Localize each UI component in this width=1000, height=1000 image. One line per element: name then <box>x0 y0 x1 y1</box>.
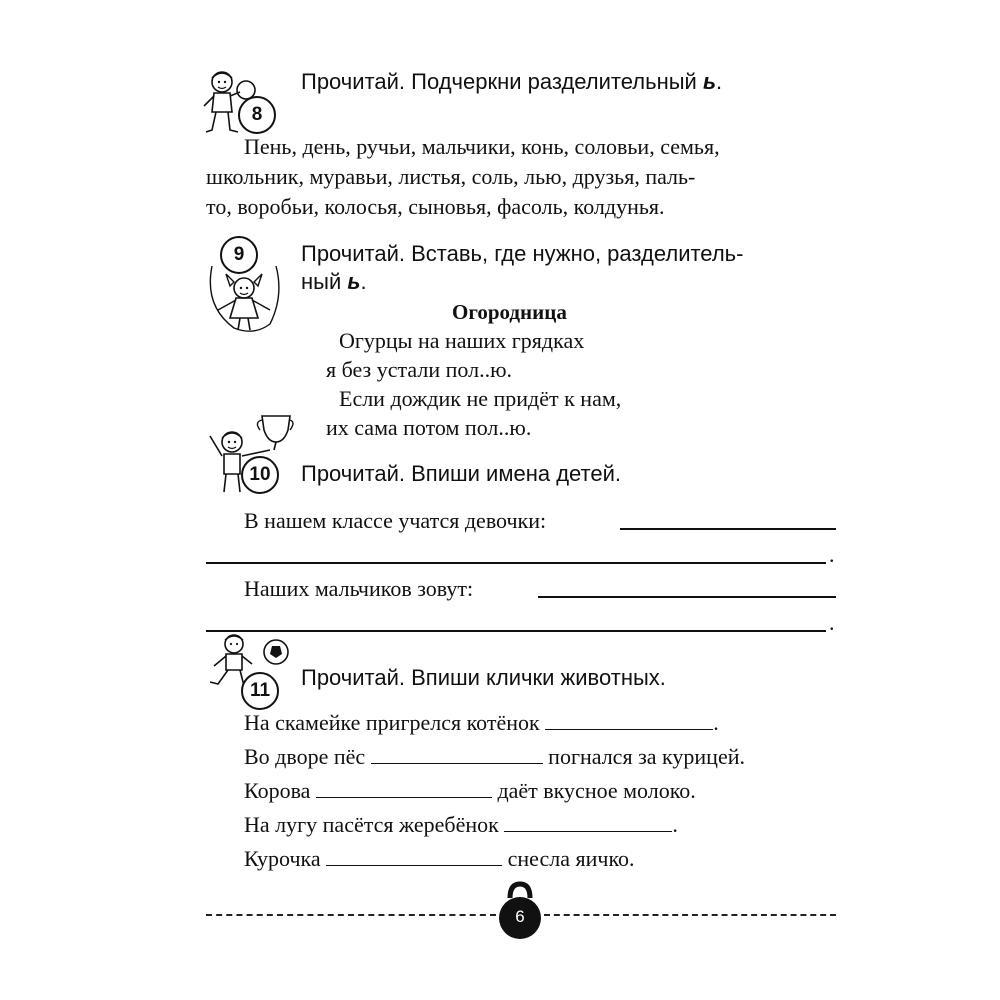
task-8-number: 8 <box>238 96 276 134</box>
boys-answer-line-1[interactable] <box>538 596 836 598</box>
animal-row-4-before: На лугу пасётся жеребёнок <box>244 812 499 837</box>
animal-row-5-after: снесла яичко. <box>507 846 635 871</box>
girls-answer-line-1[interactable] <box>620 528 836 530</box>
animal-row-1 <box>244 708 719 738</box>
animal-row-3-blank[interactable] <box>316 783 492 798</box>
animal-row-5-blank[interactable] <box>326 851 502 866</box>
task-9-instruction-line-2 <box>301 268 367 296</box>
page-number: 6 <box>515 907 525 926</box>
task-11-instruction: Прочитай. Впиши клички животных. <box>301 665 666 690</box>
task-8-instruction <box>301 68 722 96</box>
task-8-period: . <box>716 69 723 94</box>
task-9-number: 9 <box>220 236 258 274</box>
boys-label: Наших мальчиков зовут: <box>244 576 474 601</box>
animal-row-2-before: Во дворе пёс <box>244 744 366 769</box>
task-10-instruction: Прочитай. Впиши имена детей. <box>301 461 622 486</box>
task-8-line-2: школьник, муравьи, листья, соль, лью, друзья, паль- <box>206 164 696 189</box>
task-9-instruction-word: ный <box>301 269 342 294</box>
task-8-line-3: то, воробьи, колосья, сыновья, фасоль, колдунья. <box>206 194 665 219</box>
animal-row-3 <box>244 776 696 806</box>
animal-row-5 <box>244 844 635 874</box>
soft-sign-mark: ь <box>347 269 361 294</box>
poem-line-4: их сама потом пол..ю. <box>326 415 532 440</box>
task-9-period: . <box>360 269 367 294</box>
animal-row-3-before: Корова <box>244 778 311 803</box>
girls-label: В нашем классе учатся девочки: <box>244 508 547 533</box>
animal-row-4-after: . <box>672 812 678 837</box>
footer-dash-right <box>544 914 836 916</box>
task-11-number: 11 <box>241 672 279 710</box>
poem-line-3: Если дождик не придёт к нам, <box>339 386 622 411</box>
animal-row-1-before: На скамейке пригрелся котёнок <box>244 710 540 735</box>
task-9-instruction-line-1: Прочитай. Вставь, где нужно, разделитель- <box>301 241 744 266</box>
animal-row-1-after: . <box>713 710 719 735</box>
poem-line-2: я без устали пол..ю. <box>326 357 513 382</box>
animal-row-2-blank[interactable] <box>371 749 543 764</box>
animal-row-4-blank[interactable] <box>504 817 672 832</box>
boys-answer-line-2[interactable] <box>206 630 826 632</box>
girls-period: . <box>829 542 835 567</box>
animal-row-3-after: даёт вкусное молоко. <box>497 778 696 803</box>
soft-sign-mark: ь <box>702 69 717 94</box>
animal-row-5-before: Курочка <box>244 846 321 871</box>
task-8-instruction-text: Прочитай. Подчеркни разделительный <box>301 69 697 94</box>
poem-title: Огородница <box>452 300 567 324</box>
animal-row-4 <box>244 810 678 840</box>
boys-period: . <box>829 610 835 635</box>
girls-answer-line-2[interactable] <box>206 562 826 564</box>
task-10-number: 10 <box>241 456 279 494</box>
footer-dash-left <box>206 914 496 916</box>
animal-row-1-blank[interactable] <box>545 715 713 730</box>
animal-row-2 <box>244 742 745 772</box>
poem-line-1: Огурцы на наших грядках <box>339 328 585 353</box>
task-8-line-1: Пень, день, ручьи, мальчики, конь, соловьи, семья, <box>244 134 720 159</box>
animal-row-2-after: погнался за курицей. <box>548 744 745 769</box>
